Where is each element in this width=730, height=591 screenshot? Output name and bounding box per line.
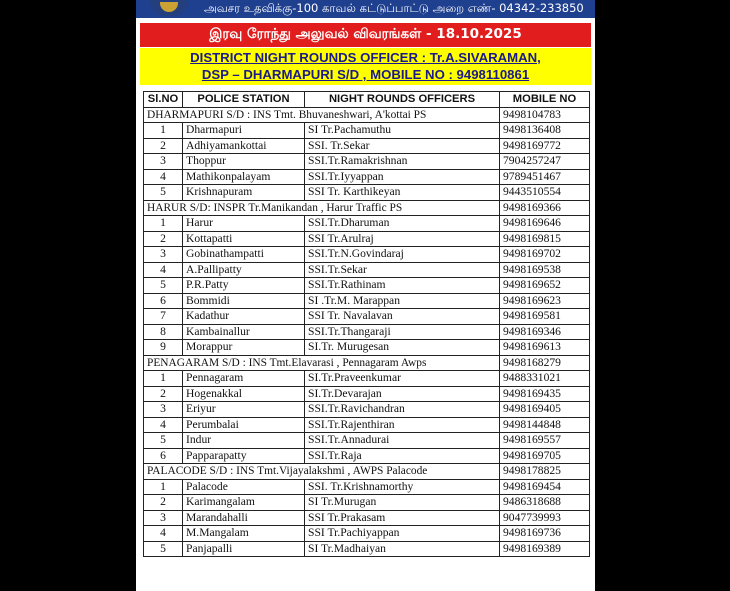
sl-number: 2 — [144, 231, 183, 247]
mobile-number: 9498169557 — [500, 433, 590, 449]
sl-number: 4 — [144, 417, 183, 433]
officer-name: SI Tr.Madhaiyan — [305, 541, 500, 557]
header-night-rounds-officers: NIGHT ROUNDS OFFICERS — [305, 92, 500, 108]
sl-number: 1 — [144, 123, 183, 139]
officer-name: SSI.Tr.Raja — [305, 448, 500, 464]
mobile-number: 9498169623 — [500, 293, 590, 309]
police-station: Karimangalam — [183, 495, 305, 511]
table-row — [144, 386, 590, 402]
officer-name: SSI.Tr.Sekar — [305, 262, 500, 278]
table-row — [144, 262, 590, 278]
sl-number: 5 — [144, 541, 183, 557]
table-body — [144, 107, 590, 557]
mobile-number: 9498169581 — [500, 309, 590, 325]
group-header-row — [144, 464, 590, 480]
police-station: Papparapatty — [183, 448, 305, 464]
sl-number: 9 — [144, 340, 183, 356]
table-row — [144, 417, 590, 433]
police-station: Pennagaram — [183, 371, 305, 387]
subdivision-inspector: PENAGARAM S/D : INS Tmt.Elavarasi , Pennagaram Awps — [144, 355, 500, 371]
table-row — [144, 309, 590, 325]
table-row — [144, 541, 590, 557]
police-station: Bommidi — [183, 293, 305, 309]
table-row — [144, 247, 590, 263]
officer-name: SSI.Tr.Thangaraji — [305, 324, 500, 340]
table-row — [144, 495, 590, 511]
mobile-number: 9498169435 — [500, 386, 590, 402]
officer-name: SSI.Tr.Rathinam — [305, 278, 500, 294]
officer-name: SI .Tr.M. Marappan — [305, 293, 500, 309]
table-row — [144, 293, 590, 309]
mobile-number: 9789451467 — [500, 169, 590, 185]
sl-number: 2 — [144, 138, 183, 154]
police-station: Palacode — [183, 479, 305, 495]
header-police-station: POLICE STATION — [183, 92, 305, 108]
police-station: M.Mangalam — [183, 526, 305, 542]
mobile-number: 9498169815 — [500, 231, 590, 247]
police-station: Dharmapuri — [183, 123, 305, 139]
police-station: Gobinathampatti — [183, 247, 305, 263]
table-row — [144, 526, 590, 542]
sl-number: 5 — [144, 185, 183, 201]
police-station: Mathikonpalayam — [183, 169, 305, 185]
officer-name: SI Tr.Pachamuthu — [305, 123, 500, 139]
mobile-number: 9498169652 — [500, 278, 590, 294]
sl-number: 2 — [144, 386, 183, 402]
officer-name: SSI.Tr.Iyyappan — [305, 169, 500, 185]
table-row — [144, 402, 590, 418]
table-row — [144, 479, 590, 495]
group-header-row — [144, 107, 590, 123]
sl-number: 1 — [144, 216, 183, 232]
police-station: Kambainallur — [183, 324, 305, 340]
mobile-number: 9498136408 — [500, 123, 590, 139]
mobile-number: 9498169389 — [500, 541, 590, 557]
sl-number: 3 — [144, 154, 183, 170]
mobile-number: 9047739993 — [500, 510, 590, 526]
page-title: இரவு ரோந்து அலுவல் விவரங்கள் - 18.10.2025 — [209, 26, 522, 42]
police-station: Morappur — [183, 340, 305, 356]
sl-number: 6 — [144, 293, 183, 309]
table-row — [144, 185, 590, 201]
officer-name: SI.Tr. Murugesan — [305, 340, 500, 356]
table-row — [144, 433, 590, 449]
police-station: Perumbalai — [183, 417, 305, 433]
officer-name: SSI.Tr.Annadurai — [305, 433, 500, 449]
sl-number: 4 — [144, 526, 183, 542]
sl-number: 5 — [144, 433, 183, 449]
helpline-text: அவசர உதவிக்கு-100 காவல் கட்டுப்பாட்டு அறை எண்- 04342-233850 — [204, 1, 584, 15]
sl-number: 1 — [144, 371, 183, 387]
night-rounds-table-container — [143, 91, 589, 557]
sl-number: 6 — [144, 448, 183, 464]
subdivision-inspector: PALACODE S/D : INS Tmt.Vijayalakshmi , AWPS Palacode — [144, 464, 500, 480]
sl-number: 5 — [144, 278, 183, 294]
officer-name: SSI.Tr.Rajenthiran — [305, 417, 500, 433]
officer-name: SSI Tr.Prakasam — [305, 510, 500, 526]
table-header-row — [144, 92, 590, 108]
table-row — [144, 448, 590, 464]
officer-name: SSI Tr. Karthikeyan — [305, 185, 500, 201]
police-emblem-icon — [150, 0, 188, 16]
mobile-number: 9498169736 — [500, 526, 590, 542]
table-row — [144, 278, 590, 294]
mobile-number: 9498169538 — [500, 262, 590, 278]
officer-name: SSI. Tr.Sekar — [305, 138, 500, 154]
mobile-number: 9498169705 — [500, 448, 590, 464]
table-row — [144, 169, 590, 185]
sl-number: 3 — [144, 247, 183, 263]
officer-name: SSI. Tr.Krishnamorthy — [305, 479, 500, 495]
subdivision-inspector: DHARMAPURI S/D : INS Tmt. Bhuvaneshwari, A'kottai PS — [144, 107, 500, 123]
subdivision-mobile: 9498168279 — [500, 355, 590, 371]
mobile-number: 9488331021 — [500, 371, 590, 387]
police-station: Marandahalli — [183, 510, 305, 526]
police-station: Krishnapuram — [183, 185, 305, 201]
officer-name: SSI.Tr.N.Govindaraj — [305, 247, 500, 263]
officer-name: SSI Tr.Arulraj — [305, 231, 500, 247]
police-station: Panjapalli — [183, 541, 305, 557]
police-station: Thoppur — [183, 154, 305, 170]
officer-name: SI.Tr.Praveenkumar — [305, 371, 500, 387]
officer-name: SI.Tr.Devarajan — [305, 386, 500, 402]
mobile-number: 9498169454 — [500, 479, 590, 495]
table-row — [144, 324, 590, 340]
officer-banner — [140, 48, 591, 85]
police-station: A.Pallipatty — [183, 262, 305, 278]
subdivision-inspector: HARUR S/D: INSPR Tr.Manikandan , Harur Traffic PS — [144, 200, 500, 216]
police-station: Eriyur — [183, 402, 305, 418]
police-station: Hogenakkal — [183, 386, 305, 402]
sl-number: 1 — [144, 479, 183, 495]
dsp-mobile-line: DSP – DHARMAPURI S/D , MOBILE NO : 9498110861 — [201, 67, 530, 82]
police-station: P.R.Patty — [183, 278, 305, 294]
mobile-number: 9498169772 — [500, 138, 590, 154]
officer-name: SI Tr.Murugan — [305, 495, 500, 511]
sl-number: 3 — [144, 510, 183, 526]
officer-name: SSI.Tr.Ramakrishnan — [305, 154, 500, 170]
header-sl-no: Sl.NO — [144, 92, 183, 108]
mobile-number: 9486318688 — [500, 495, 590, 511]
police-station: Kadathur — [183, 309, 305, 325]
police-station: Harur — [183, 216, 305, 232]
table-row — [144, 154, 590, 170]
sl-number: 3 — [144, 402, 183, 418]
police-station: Indur — [183, 433, 305, 449]
officer-name: SSI.Tr.Dharuman — [305, 216, 500, 232]
group-header-row — [144, 200, 590, 216]
subdivision-mobile: 9498169366 — [500, 200, 590, 216]
mobile-number: 9498169646 — [500, 216, 590, 232]
officer-name: SSI Tr. Navalavan — [305, 309, 500, 325]
table-row — [144, 371, 590, 387]
police-station: Adhiyamankottai — [183, 138, 305, 154]
police-station: Kottapatti — [183, 231, 305, 247]
group-header-row — [144, 355, 590, 371]
subdivision-mobile: 9498104783 — [500, 107, 590, 123]
sl-number: 4 — [144, 262, 183, 278]
helpline-banner — [136, 0, 595, 18]
subdivision-mobile: 9498178825 — [500, 464, 590, 480]
mobile-number: 9498169405 — [500, 402, 590, 418]
title-banner — [140, 23, 591, 47]
table-row — [144, 216, 590, 232]
mobile-number: 9443510554 — [500, 185, 590, 201]
night-rounds-document — [136, 0, 595, 591]
table-row — [144, 123, 590, 139]
mobile-number: 9498169702 — [500, 247, 590, 263]
officer-name: SSI.Tr.Ravichandran — [305, 402, 500, 418]
mobile-number: 9498169346 — [500, 324, 590, 340]
district-officer-line: DISTRICT NIGHT ROUNDS OFFICER : Tr.A.SIVARAMAN, — [190, 50, 541, 65]
mobile-number: 9498144848 — [500, 417, 590, 433]
sl-number: 4 — [144, 169, 183, 185]
mobile-number: 7904257247 — [500, 154, 590, 170]
sl-number: 8 — [144, 324, 183, 340]
table-row — [144, 231, 590, 247]
mobile-number: 9498169613 — [500, 340, 590, 356]
sl-number: 7 — [144, 309, 183, 325]
header-mobile-no: MOBILE NO — [500, 92, 590, 108]
officer-name: SSI Tr.Pachiyappan — [305, 526, 500, 542]
table-row — [144, 340, 590, 356]
night-rounds-table — [143, 91, 590, 557]
table-row — [144, 510, 590, 526]
sl-number: 2 — [144, 495, 183, 511]
table-row — [144, 138, 590, 154]
